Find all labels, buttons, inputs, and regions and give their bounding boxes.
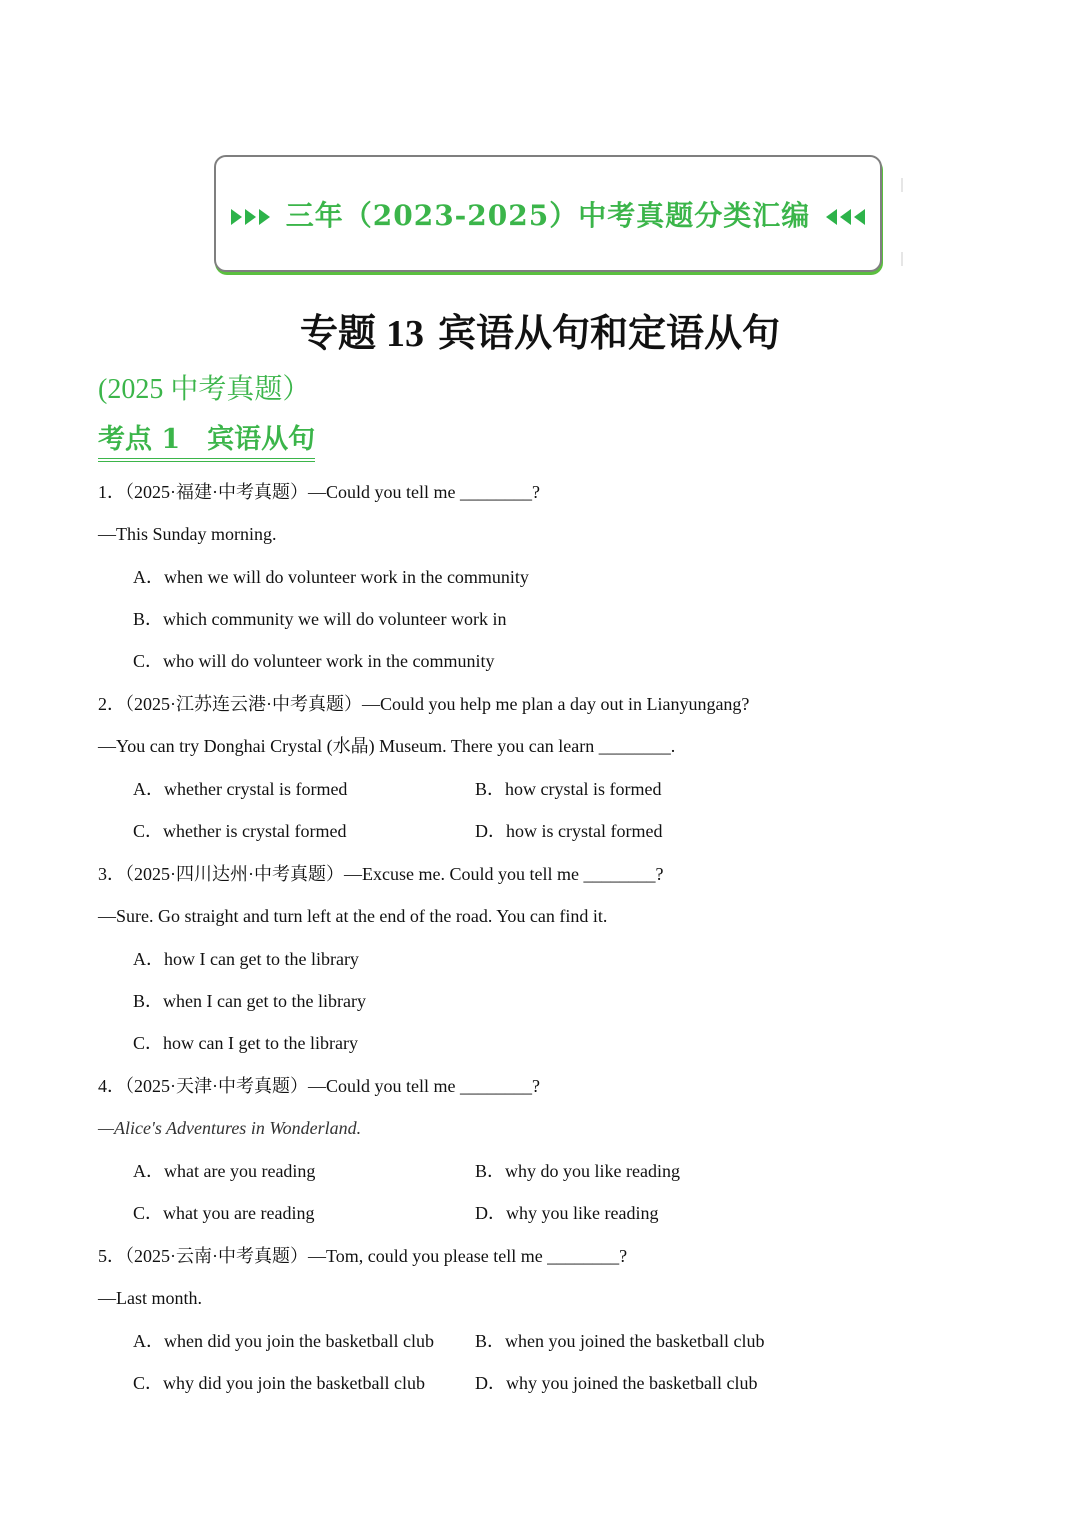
question-text: —Could you tell me ________?	[308, 1076, 540, 1096]
page-title	[0, 302, 1080, 357]
title-topic: 宾语从句和定语从句	[438, 310, 781, 355]
question-4-option-b: B．why do you like reading	[475, 1161, 680, 1181]
question-3-option-c: C．how can I get to the library	[133, 1033, 358, 1053]
question-4-option-c: C．what you are reading	[133, 1203, 315, 1223]
question-4-option-d: D．why you like reading	[475, 1203, 659, 1223]
question-5-option-a: A．when did you join the basketball club	[133, 1331, 434, 1351]
question-4-reply: —Alice's Adventures in Wonderland.	[98, 1118, 362, 1138]
question-number: 3．	[98, 864, 125, 884]
question-source: （2025·四川达州·中考真题）	[125, 864, 344, 884]
question-2-option-c: C．whether is crystal formed	[133, 821, 347, 841]
question-5-option-d: D．why you joined the basketball club	[475, 1373, 758, 1393]
banner-edge-mark	[901, 178, 903, 192]
question-source: （2025·天津·中考真题）	[125, 1076, 308, 1096]
question-source: （2025·江苏连云港·中考真题）	[125, 694, 362, 714]
question-text: —Could you help me plan a day out in Lianyungang?	[362, 694, 750, 714]
question-text: —Could you tell me ________?	[308, 482, 540, 502]
header-banner	[214, 155, 882, 272]
banner-edge-mark	[901, 252, 903, 266]
question-source: （2025·云南·中考真题）	[125, 1246, 308, 1266]
question-number: 5．	[98, 1246, 125, 1266]
question-1-stem	[98, 481, 540, 503]
question-text: —Tom, could you please tell me ________?	[308, 1246, 628, 1266]
question-3-stem	[98, 863, 663, 885]
question-5-option-c: C．why did you join the basketball club	[133, 1373, 425, 1393]
section-heading: 考点 1 宾语从句	[98, 423, 315, 462]
question-2-option-a: A．whether crystal is formed	[133, 779, 348, 799]
question-source: （2025·福建·中考真题）	[125, 482, 308, 502]
question-2-stem	[98, 693, 749, 715]
question-number: 1．	[98, 482, 125, 502]
question-5-option-b: B．when you joined the basketball club	[475, 1331, 765, 1351]
question-number: 4．	[98, 1076, 125, 1096]
question-number: 2．	[98, 694, 125, 714]
triple-left-arrow-icon	[826, 209, 865, 225]
banner-text: 三年（2023-2025）中考真题分类汇编	[285, 198, 811, 232]
question-2-option-d: D．how is crystal formed	[475, 821, 663, 841]
question-5-reply: —Last month.	[98, 1288, 202, 1308]
title-number: 13	[386, 313, 424, 355]
question-4-stem	[98, 1075, 540, 1097]
triple-right-arrow-icon	[231, 209, 270, 225]
question-3-option-a: A．how I can get to the library	[133, 949, 359, 969]
question-1-reply: —This Sunday morning.	[98, 524, 277, 544]
question-1-option-c: C．who will do volunteer work in the community	[133, 651, 495, 671]
question-1-option-b: B．which community we will do volunteer work in	[133, 609, 507, 629]
question-3-reply: —Sure. Go straight and turn left at the end of the road. You can find it.	[98, 906, 608, 926]
question-text: —Excuse me. Could you tell me ________?	[344, 864, 664, 884]
question-5-stem	[98, 1245, 627, 1267]
question-2-reply: —You can try Donghai Crystal (水晶) Museum. There you can learn ________.	[98, 736, 676, 756]
question-4-option-a: A．what are you reading	[133, 1161, 316, 1181]
banner-title	[231, 194, 865, 234]
question-3-option-b: B．when I can get to the library	[133, 991, 366, 1011]
year-heading: (2025 中考真题）	[98, 374, 311, 405]
question-2-option-b: B．how crystal is formed	[475, 779, 662, 799]
question-1-option-a: A．when we will do volunteer work in the community	[133, 567, 529, 587]
title-prefix: 专题	[299, 310, 376, 355]
